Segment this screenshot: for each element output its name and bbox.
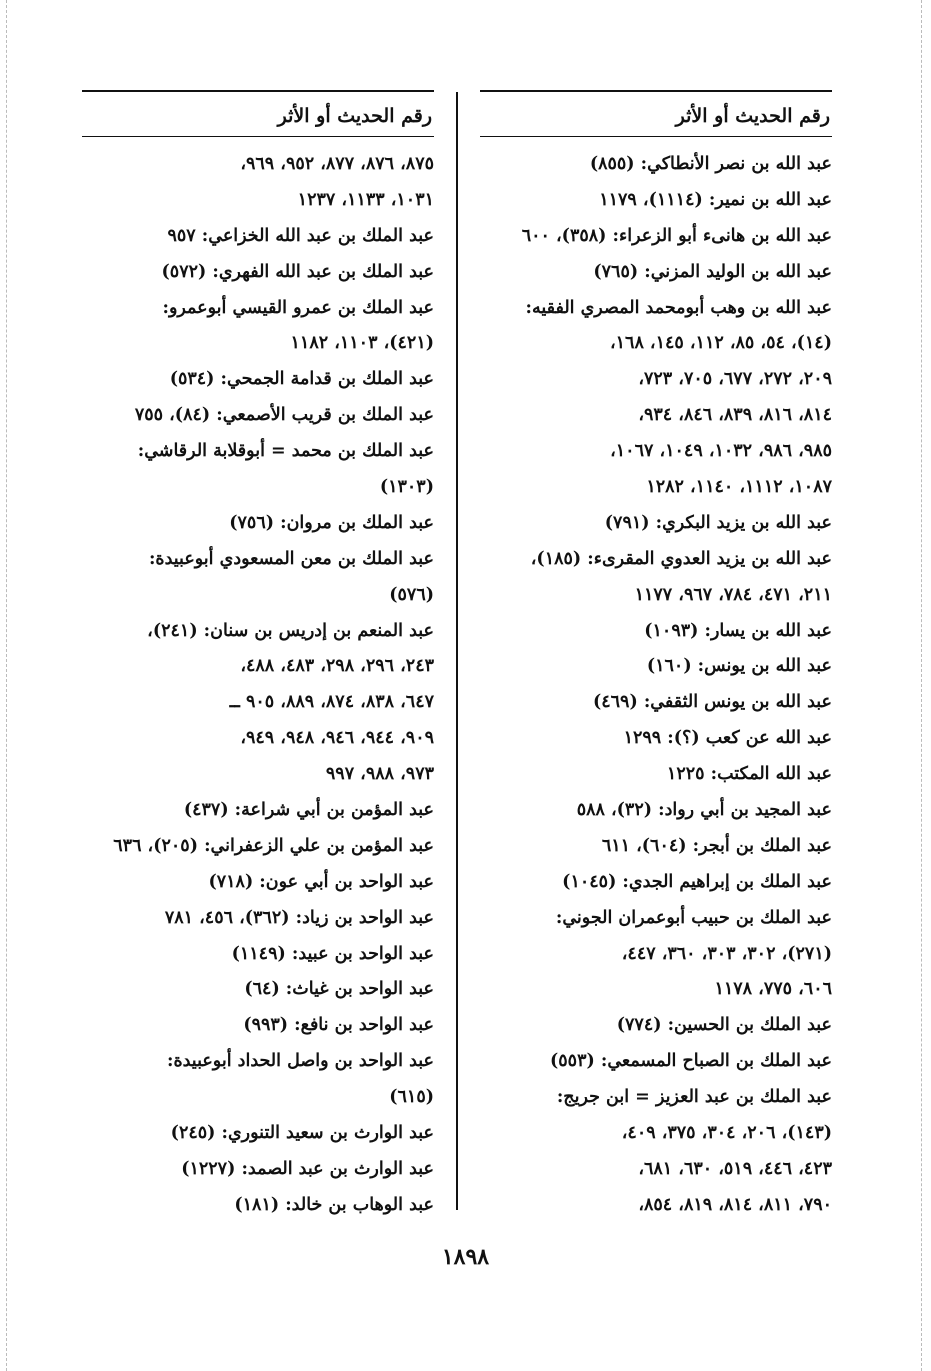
left-column — [82, 90, 434, 1224]
index-entry-line: عبد الملك بن حبيب أبوعمران الجوني: — [555, 907, 832, 928]
index-entry-line: عبد الملك بن الصباح المسمعي: (٥٥٣) — [550, 1051, 832, 1072]
index-entry-line: عبد الوارث بن عبد الصمد: (١٢٢٧) — [181, 1158, 434, 1179]
index-entry-line: عبد الملك بن الحسين: (٧٧٤) — [616, 1015, 832, 1036]
index-entry-line: عبد الله بن الوليد المزني: (٧٦٥) — [593, 261, 832, 282]
index-entry-line: عبد الله بن يزيد البكري: (٧٩١) — [604, 512, 832, 533]
index-entry-line: عبد الواحد بن زياد: (٣٦٢)، ٤٥٦، ٧٨١ — [164, 907, 434, 928]
index-entry-line: ٧٩٠، ٨١١، ٨١٤، ٨١٩، ٨٥٤، — [638, 1194, 832, 1215]
index-entry-line: عبد الواحد بن عبيد: (١١٤٩) — [231, 943, 434, 964]
index-entry-line: ٨١٤، ٨١٦، ٨٣٩، ٨٤٦، ٩٣٤، — [638, 405, 832, 426]
right-column-header: رقم الحديث أو الأثر — [480, 90, 832, 137]
index-entry-line: ٢٤٣، ٢٩٦، ٢٩٨، ٤٨٣، ٤٨٨، — [240, 656, 434, 677]
index-entry-line: ٨٧٥، ٨٧٦، ٨٧٧، ٩٥٢، ٩٦٩، — [240, 154, 434, 174]
index-entry-line: عبد الملك بن قريب الأصمعي: (٨٤)، ٧٥٥ — [134, 405, 434, 426]
index-entry-line: عبد الملك بن معن المسعودي أبوعبيدة: — [148, 548, 434, 569]
index-entry-line: ٤٢٣، ٤٤٦، ٥١٩، ٦٣٠، ٦٨١، — [638, 1158, 832, 1179]
index-entry-line: ٦٤٧، ٨٣٨، ٨٧٤، ٨٨٩، ٩٠٥ ــ — [229, 692, 434, 713]
index-entry-line: (٢٧١)، ٣٠٢، ٣٠٣، ٣٦٠، ٤٤٧، — [621, 943, 832, 964]
page-edge-right — [921, 0, 922, 1371]
index-entry-line: عبد الواحد بن نافع: (٩٩٣) — [243, 1015, 434, 1036]
index-entry-line: عبد الملك بن عبد العزيز = ابن جريج: — [556, 1087, 832, 1108]
index-entry-line: عبد الملك بن أبجر: (٦٠٤)، ٦١١ — [601, 835, 832, 856]
index-entry-line: عبد الله المكتب: ١٢٢٥ — [666, 764, 832, 785]
index-entry-line: عبد الله عن كعب (؟): ١٢٩٩ — [623, 728, 832, 749]
index-entry-line: عبد الواحد بن واصل الحداد أبوعبيدة: — [166, 1051, 434, 1072]
index-entry-line: عبد الملك بن مروان: (٧٥٦) — [229, 512, 434, 533]
left-column-header: رقم الحديث أو الأثر — [82, 90, 434, 137]
index-entry-line: عبد الله بن يونس: (١٦٠) — [646, 656, 832, 677]
index-entry-line: ٩٠٩، ٩٤٤، ٩٤٦، ٩٤٨، ٩٤٩، — [240, 728, 434, 749]
index-entry-line: عبد الله بن يسار: (١٠٩٣) — [644, 620, 832, 641]
index-entry-line: (١٤٣)، ٢٠٦، ٣٠٤، ٣٧٥، ٤٠٩، — [621, 1123, 832, 1144]
index-entry-line: عبد الوهاب بن خالد: (١٨١) — [234, 1194, 434, 1215]
index-entry-line: عبد الواحد بن غياث: (٦٤) — [244, 979, 434, 1000]
index-entry-line: عبد الملك بن قدامة الجمحي: (٥٣٤) — [169, 369, 434, 390]
index-entry-line: ٦٠٦، ٧٧٥، ١١٧٨ — [714, 979, 832, 1000]
index-entry-line: عبد الملك بن عبد الله الخزاعي: ٩٥٧ — [167, 225, 434, 246]
index-entry-line: (٤٢١)، ١١٠٣، ١١٨٢ — [290, 333, 434, 354]
index-entry-line: عبد الله بن يزيد العدوي المقرىء: (١٨٥)، — [530, 548, 832, 569]
index-entry-line: عبد الملك بن عبد الله الفهري: (٥٧٢) — [161, 261, 434, 282]
index-entry-line: ١٠٣١، ١١٣٣، ١٢٣٧ — [297, 189, 434, 210]
index-entry-line: ٩٨٥، ٩٨٦، ١٠٣٢، ١٠٤٩، ١٠٦٧، — [610, 441, 832, 462]
index-entry-line: عبد الوارث بن سعيد التنوري: (٢٤٥) — [170, 1123, 434, 1144]
index-entry-line: عبد الله بن نمير: (١١١٤)، ١١٧٩ — [599, 189, 832, 210]
index-entry-line: عبد المنعم بن إدريس بن سنان: (٢٤١)، — [147, 620, 434, 641]
index-entry-line: (١٣٠٣) — [379, 477, 434, 498]
index-entry-line: ٩٧٣، ٩٨٨، ٩٩٧ — [325, 764, 434, 785]
column-divider — [456, 92, 458, 1210]
page-edge-left — [6, 0, 7, 1371]
index-entry-line: (١٤)، ٥٤، ٨٥، ١١٢، ١٤٥، ١٦٨، — [609, 333, 832, 354]
index-entry-line: (٦١٥) — [389, 1087, 434, 1108]
index-entry-line: عبد المؤمن بن أبي شراعة: (٤٣٧) — [183, 800, 434, 821]
index-entry-line: عبد الله بن نصر الأنطاكي: (٨٥٥) — [589, 154, 832, 174]
index-entry-line: عبد الله بن هانىء أبو الزعراء: (٣٥٨)، ٦٠٠ — [521, 225, 832, 246]
index-entry-line: (٥٧٦) — [389, 584, 434, 605]
right-column — [480, 90, 832, 1224]
left-column-entries — [82, 147, 434, 1224]
index-entry-line: عبد المؤمن بن علي الزعفراني: (٢٠٥)، ٦٣٦ — [113, 835, 434, 856]
index-entry-line: عبد الله بن وهب أبومحمد المصري الفقيه: — [525, 297, 832, 318]
index-entry-line: ١٠٨٧، ١١١٢، ١١٤٠، ١٢٨٢ — [646, 477, 832, 498]
index-entry-line: عبد المجيد بن أبي رواد: (٣٢)، ٥٨٨ — [576, 800, 832, 821]
right-column-entries — [480, 147, 832, 1224]
index-entry-line: عبد الملك بن عمرو القيسي أبوعمرو: — [162, 297, 434, 318]
index-entry-line: ٢١١، ٤٧١، ٧٨٤، ٩٦٧، ١١٧٧ — [634, 584, 832, 605]
index-entry-line: عبد الملك بن محمد = أبوقلابة الرقاشي: — [137, 441, 434, 462]
index-entry-line: ٢٠٩، ٢٧٢، ٦٧٧، ٧٠٥، ٧٢٣، — [638, 369, 832, 390]
index-entry-line: عبد الملك بن إبراهيم الجدي: (١٠٤٥) — [562, 871, 832, 892]
index-entry-line: عبد الله بن يونس الثقفي: (٤٦٩) — [592, 692, 832, 713]
index-entry-line: عبد الواحد بن أبي عون: (٧١٨) — [208, 871, 434, 892]
page-number: ١٨٩٨ — [441, 1244, 490, 1270]
